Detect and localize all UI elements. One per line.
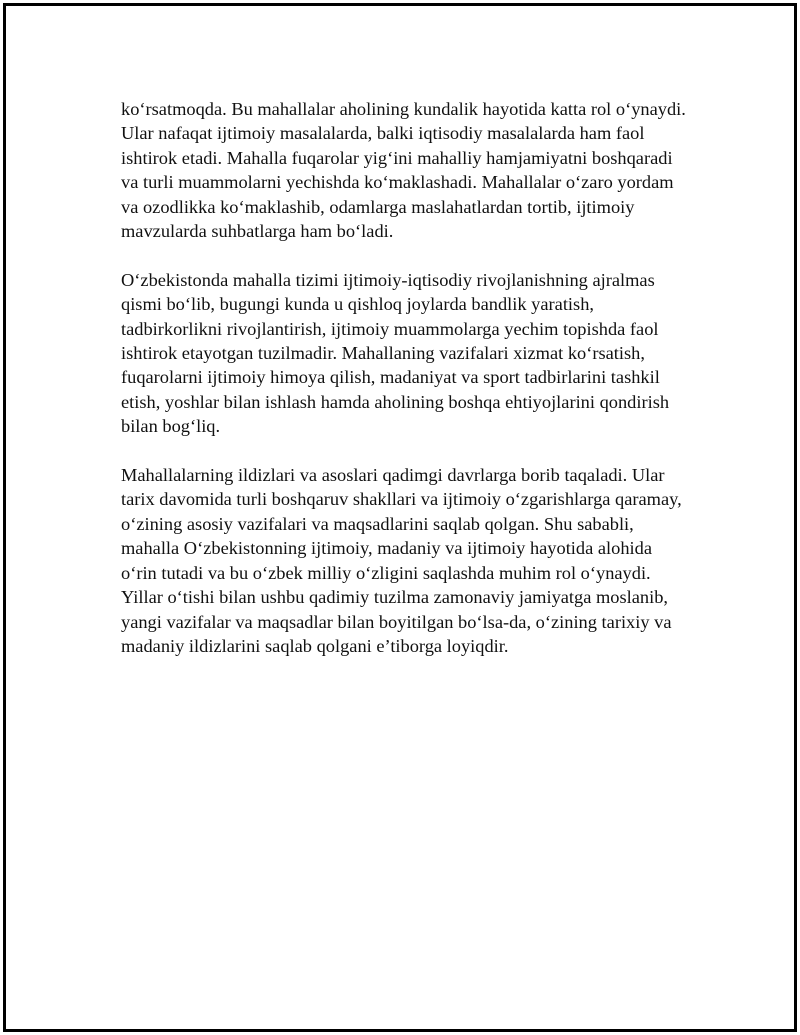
text-line: o‘zining asosiy vazifalari va maqsadlarini saqlab qolgan. Shu sababli, [121,513,634,534]
text-line: yangi vazifalar va maqsadlar bilan boyitilgan bo‘lsa-da, o‘zining tarixiy va [121,611,672,632]
text-line: bilan bog‘liq. [121,416,221,437]
paragraph-3 [121,463,711,658]
paragraph-1 [121,97,711,243]
paragraph-2 [121,268,711,439]
text-line: mavzularda suhbatlarga ham bo‘ladi. [121,221,394,242]
text-line: va ozodlikka ko‘maklashib, odamlarga maslahatlardan tortib, ijtimoiy [121,196,635,217]
text-line: O‘zbekistonda mahalla tizimi ijtimoiy-iqtisodiy rivojlanishning ajralmas [121,269,655,290]
text-line: tarix davomida turli boshqaruv shakllari va ijtimoiy o‘zgarishlarga qaramay, [121,489,682,510]
text-line: ishtirok etadi. Mahalla fuqarolar yig‘ini mahalliy hamjamiyatni boshqaradi [121,147,673,168]
text-line: etish, yoshlar bilan ishlash hamda aholining boshqa ehtiyojlarini qondirish [121,391,670,412]
text-line: Ular nafaqat ijtimoiy masalalarda, balki iqtisodiy masalalarda ham faol [121,123,645,144]
text-line: ko‘rsatmoqda. Bu mahallalar aholining kundalik hayotida katta rol o‘ynaydi. [121,99,686,119]
text-line: va turli muammolarni yechishda ko‘maklashadi. Mahallalar o‘zaro yordam [121,172,674,193]
text-line: Yillar o‘tishi bilan ushbu qadimiy tuzilma zamonaviy jamiyatga moslanib, [121,587,669,608]
text-line: madaniy ildizlarini saqlab qolgani e’tiborga loyiqdir. [121,635,509,656]
document-body [121,97,711,683]
text-line: qismi bo‘lib, bugungi kunda u qishloq joylarda bandlik yaratish, [121,294,594,315]
text-line: tadbirkorlikni rivojlantirish, ijtimoiy muammolarga yechim topishda faol [121,318,659,339]
document-page [3,3,797,1032]
text-line: ishtirok etayotgan tuzilmadir. Mahallaning vazifalari xizmat ko‘rsatish, [121,343,645,364]
text-line: Mahallalarning ildizlari va asoslari qadimgi davrlarga borib taqaladi. Ular [121,465,665,486]
text-line: fuqarolarni ijtimoiy himoya qilish, madaniyat va sport tadbirlarini tashkil [121,367,660,388]
text-line: mahalla O‘zbekistonning ijtimoiy, madaniy va ijtimoiy hayotida alohida [121,538,653,559]
text-line: o‘rin tutadi va bu o‘zbek milliy o‘zligini saqlashda muhim rol o‘ynaydi. [121,562,651,583]
